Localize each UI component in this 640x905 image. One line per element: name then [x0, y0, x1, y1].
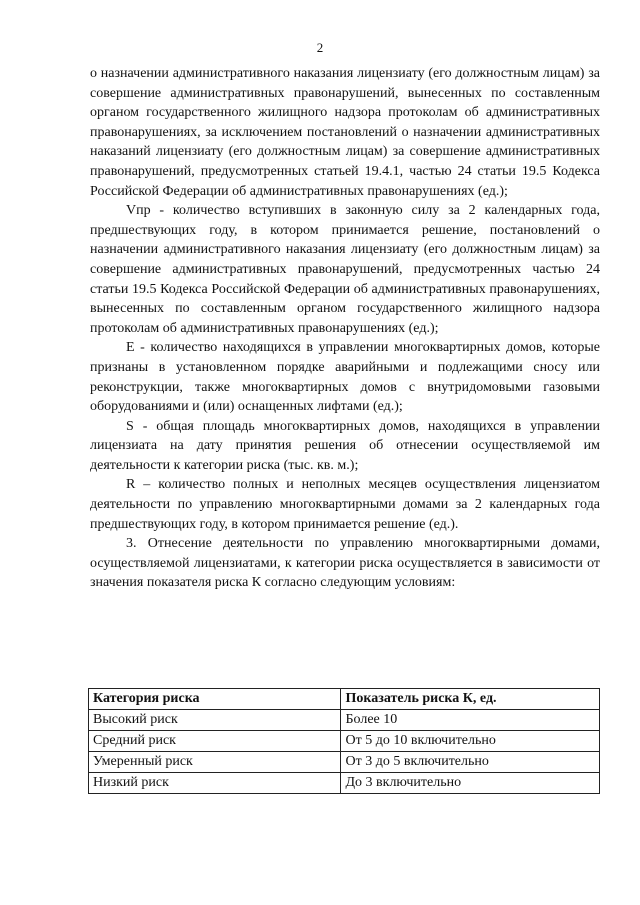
table-cell-category: Умеренный риск: [89, 752, 341, 773]
table-cell-category: Средний риск: [89, 731, 341, 752]
table-cell-indicator: Более 10: [341, 710, 600, 731]
paragraph-s-definition: S - общая площадь многоквартирных домов, находящихся в управлении лицензиата на дату принятия решения об отнесении осуществляемой им деятельности к категории риска (тыс. кв. м.);: [90, 418, 600, 473]
table-row: [89, 710, 600, 731]
risk-category-table: [88, 688, 600, 794]
table-row: [89, 731, 600, 752]
paragraph-continuation: о назначении административного наказания лицензиату (его должностным лицам) за совершение административных правонарушений, вынесенных по составленным органом государственного жилищного надзора протоколам об административных правонарушениях, за исключением постановлений о назначении административных наказаний лицензиату (его должностным лицам) за совершение административных правонарушений, предусмотренных статьей 19.4.1, частью 24 статьи 19.5 Кодекса Российской Федерации об административных правонарушениях (ед.);: [90, 66, 600, 199]
table-cell-indicator: До 3 включительно: [341, 773, 600, 794]
paragraph-r-definition: R – количество полных и неполных месяцев осуществления лицензиатом деятельности по управлению многоквартирными домами за 2 календарных года предшествующих году, в котором принимается решение (ед.).: [90, 477, 600, 532]
table-header-indicator: Показатель риска К, ед.: [341, 689, 600, 710]
table-cell-indicator: От 5 до 10 включительно: [341, 731, 600, 752]
paragraph-vpr-definition: Vпр - количество вступивших в законную силу за 2 календарных года, предшествующих году, в котором принимается решение, постановлений о назначении административного наказания лицензиату (его должностным лицам) за совершение административных правонарушений, предусмотренных частью 24 статьи 19.5 Кодекса Российской Федерации об административных правонарушениях, вынесенных по составленным органом государственного жилищного надзора протоколам об административных правонарушениях (ед.);: [90, 203, 600, 336]
table-cell-indicator: От 3 до 5 включительно: [341, 752, 600, 773]
document-body: [90, 64, 600, 593]
table-row: [89, 752, 600, 773]
table-cell-category: Низкий риск: [89, 773, 341, 794]
paragraph-risk-conditions: 3. Отнесение деятельности по управлению многоквартирными домами, осуществляемой лицензиатами, к категории риска осуществляется в зависимости от значения показателя риска К согласно следующим условиям:: [90, 536, 600, 591]
table-header-category: Категория риска: [89, 689, 341, 710]
paragraph-e-definition: Е - количество находящихся в управлении многоквартирных домов, которые признаны в установленном порядке аварийными и подлежащими сносу или реконструкции, также многоквартирных домов с внутридомовыми газовыми оборудованиями и (или) оснащенных лифтами (ед.);: [90, 340, 600, 415]
table-row: [89, 773, 600, 794]
table-header-row: [89, 689, 600, 710]
page-number: 2: [316, 40, 324, 55]
table-cell-category: Высокий риск: [89, 710, 341, 731]
